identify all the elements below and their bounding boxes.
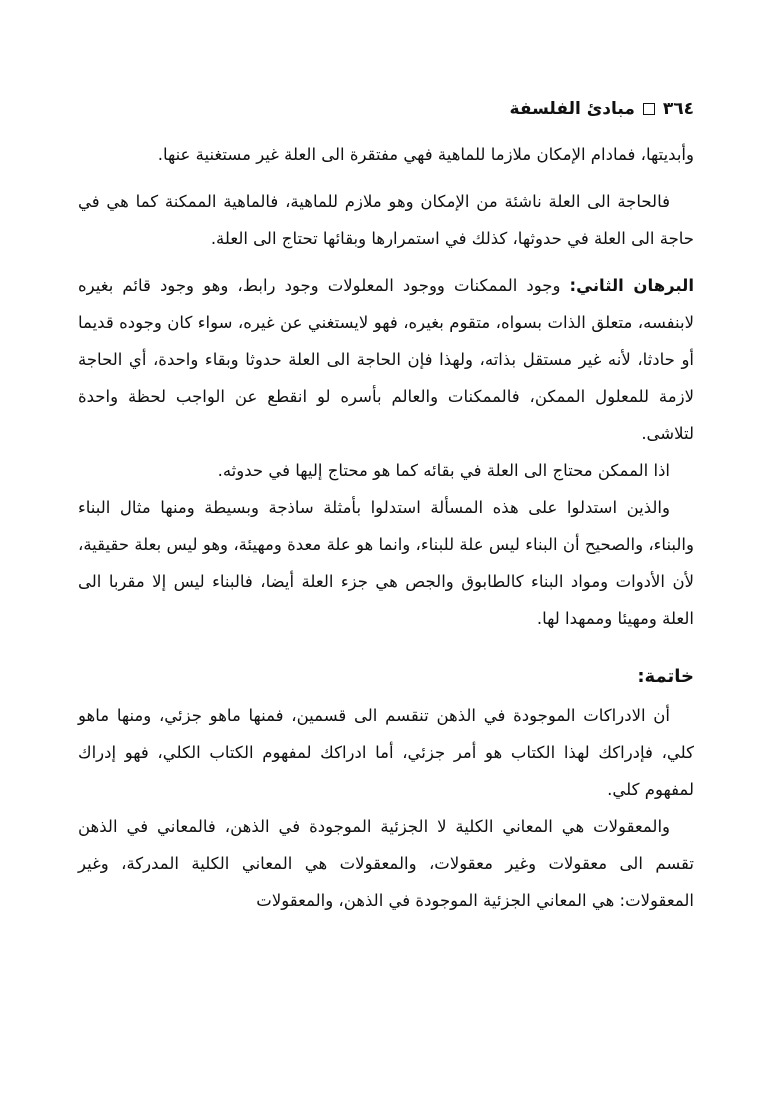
paragraph-3 xyxy=(78,267,694,452)
paragraph-3-body: وجود الممكنات ووجود المعلولات وجود رابط، وهو وجود قائم بغيره لابنفسه، متعلق الذات بسواه، متقوم بغيره، فهو لايستغني عن غيره، سواء كان وجوده قديما أو حادثا، لأنه غير مستقل بذاته، ولهذا فإن الحاجة الى العلة حدوثا وبقاء واحدة، أي الحاجة لازمة للمعلول الممكن، فالممكنات والعالم بأسره لو انقطع عن الواجب لحظة واحدة لتلاشى. xyxy=(78,276,694,443)
conclusion-paragraph-2: والمعقولات هي المعاني الكلية لا الجزئية الموجودة في الذهن، فالمعاني في الذهن تقسم الى معقولات وغير معقولات، والمعقولات هي المعاني الكلية المدركة، وغير المعقولات: هي المعاني الجزئية الموجودة في الذهن، والمعقولات xyxy=(78,817,694,910)
paragraph-5: والذين استدلوا على هذه المسألة استدلوا بأمثلة ساذجة وبسيطة ومنها مثال البناء والبناء، والصحيح أن البناء ليس علة للبناء، وانما هو علة معدة ومهيئة، وهو ليس بعلة حقيقية، لأن الأدوات ومواد البناء كالطابوق والجص هي جزء العلة أيضا، فالبناء ليس إلا مقربا الى العلة ومهيئا وممهدا لها. xyxy=(78,498,694,628)
conclusion-title: خاتمة: xyxy=(637,666,694,687)
spacer xyxy=(78,126,694,136)
spacer xyxy=(78,637,694,657)
argument-heading: البرهان الثاني: xyxy=(569,276,694,295)
conclusion-paragraph-1: أن الادراكات الموجودة في الذهن تنقسم الى قسمين، فمنها ماهو جزئي، ومنها ماهو كلي، فإدراكك لهذا الكتاب هو أمر جزئي، أما ادراكك لمفهوم الكتاب الكلي، فهو إدراك لمفهوم كلي. xyxy=(78,706,694,799)
book-title: مبادئ الفلسفة xyxy=(509,99,635,119)
paragraph-1: وأبديتها، فمادام الإمكان ملازما للماهية فهي مفتقرة الى العلة غير مستغنية عنها. xyxy=(157,145,694,164)
square-ornament-icon xyxy=(643,103,655,115)
paragraph-2: فالحاجة الى العلة ناشئة من الإمكان وهو ملازم للماهية، فالماهية الممكنة كما هي في حاجة الى العلة في حدوثها، كذلك في استمرارها وبقائها تحتاج الى العلة. xyxy=(78,192,694,248)
running-head xyxy=(78,92,694,126)
page-number: ٣٦٤ xyxy=(662,99,694,119)
spacer xyxy=(78,257,694,267)
paragraph-4: اذا الممكن محتاج الى العلة في بقائه كما هو محتاج إليها في حدوثه. xyxy=(217,461,670,480)
spacer xyxy=(78,173,694,183)
book-page xyxy=(78,92,694,1052)
